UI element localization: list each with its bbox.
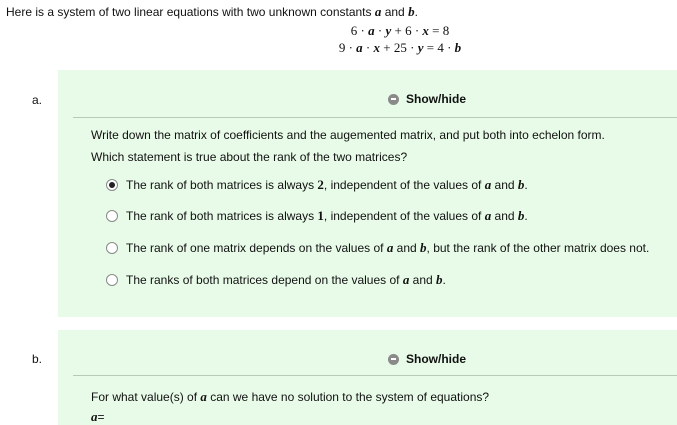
question-prompt: For what value(s) of a can we have no solution to the system of equations? (91, 389, 490, 404)
part-b-panel (58, 330, 677, 425)
option-rank-one-depends[interactable] (106, 240, 649, 256)
answer-input[interactable] (109, 409, 233, 425)
question-instruction: Write down the matrix of coefficients and the augemented matrix, and put both into echelon form. (91, 128, 605, 142)
option-label: The rank of both matrices is always 2, independent of the values of a and b. (126, 177, 528, 192)
answer-equals: = (97, 410, 105, 424)
answer-row (91, 409, 233, 425)
radio-button[interactable] (106, 242, 118, 254)
option-rank-always-2[interactable] (106, 177, 528, 193)
part-a-label: a. (32, 93, 43, 107)
radio-button[interactable] (106, 210, 118, 222)
var-a: a (374, 4, 382, 19)
collapse-icon (388, 354, 399, 365)
divider (73, 375, 677, 376)
equation-2: 9 · a · x + 25 · y = 4 · b (338, 40, 462, 55)
var-b: b (408, 4, 415, 19)
option-label: The rank of both matrices is always 1, independent of the values of a and b. (126, 208, 528, 223)
show-hide-label: Show/hide (406, 92, 466, 106)
part-a-panel (58, 70, 677, 317)
part-b-show-hide-toggle[interactable] (388, 352, 466, 366)
equation-1: 6 · a · y + 6 · x = 8 (350, 23, 450, 38)
intro-text: Here is a system of two linear equations with two unknown constants a and b. (6, 4, 418, 19)
divider (73, 117, 677, 118)
answer-var: a (91, 409, 98, 424)
part-b-label: b. (32, 352, 43, 366)
question-prompt: Which statement is true about the rank of the two matrices? (91, 150, 408, 164)
option-label: The ranks of both matrices depend on the values of a and b. (126, 272, 446, 287)
option-ranks-both-depend[interactable] (106, 272, 446, 288)
radio-button-selected[interactable] (106, 179, 118, 191)
option-label: The rank of one matrix depends on the values of a and b, but the rank of the other matrix does not. (126, 240, 650, 255)
show-hide-label: Show/hide (406, 352, 466, 366)
option-rank-always-1[interactable] (106, 208, 528, 224)
radio-button[interactable] (106, 274, 118, 286)
part-a-show-hide-toggle[interactable] (388, 92, 466, 106)
collapse-icon (388, 94, 399, 105)
